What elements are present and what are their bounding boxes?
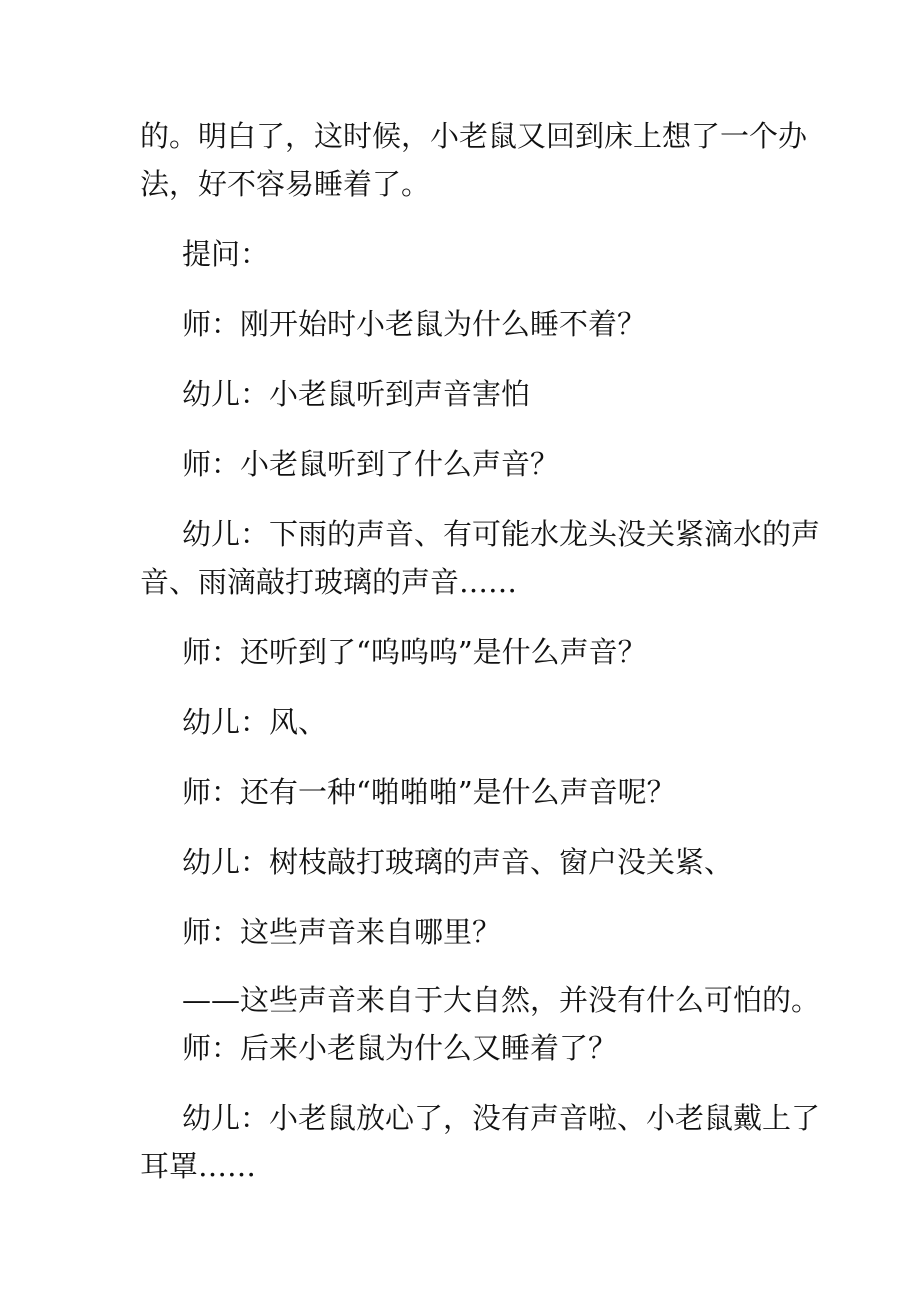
dialogue-line: 幼儿：小老鼠听到声音害怕 xyxy=(182,377,531,411)
dialogue-line: 幼儿：风、 xyxy=(182,705,328,739)
dialogue-line: 幼儿：树枝敲打玻璃的声音、窗户没关紧、 xyxy=(182,845,734,879)
dialogue-line: 幼儿：小老鼠放心了，没有声音啦、小老鼠戴上了 xyxy=(182,1101,821,1135)
dialogue-line-continued: 音、雨滴敲打玻璃的声音…… xyxy=(140,565,518,599)
dialogue-line: 师：刚开始时小老鼠为什么睡不着？ xyxy=(182,307,647,341)
dialogue-line: 师：还有一种“啪啪啪”是什么声音呢？ xyxy=(182,775,676,809)
dialogue-line: 幼儿：下雨的声音、有可能水龙头没关紧滴水的声 xyxy=(182,517,821,551)
dialogue-line: 师：还听到了“呜呜呜”是什么声音？ xyxy=(182,635,647,669)
section-heading: 提问： xyxy=(182,237,270,271)
summary-line: ——这些声音来自于大自然，并没有什么可怕的。 xyxy=(182,983,821,1017)
paragraph-line: 法，好不容易睡着了。 xyxy=(140,167,431,201)
dialogue-line: 师：后来小老鼠为什么又睡着了？ xyxy=(182,1031,618,1065)
dialogue-line: 师：这些声音来自哪里？ xyxy=(182,915,502,949)
paragraph-line: 的。明白了，这时候，小老鼠又回到床上想了一个办 xyxy=(140,119,808,153)
dialogue-line-continued: 耳罩…… xyxy=(140,1149,257,1183)
dialogue-line: 师：小老鼠听到了什么声音？ xyxy=(182,447,560,481)
